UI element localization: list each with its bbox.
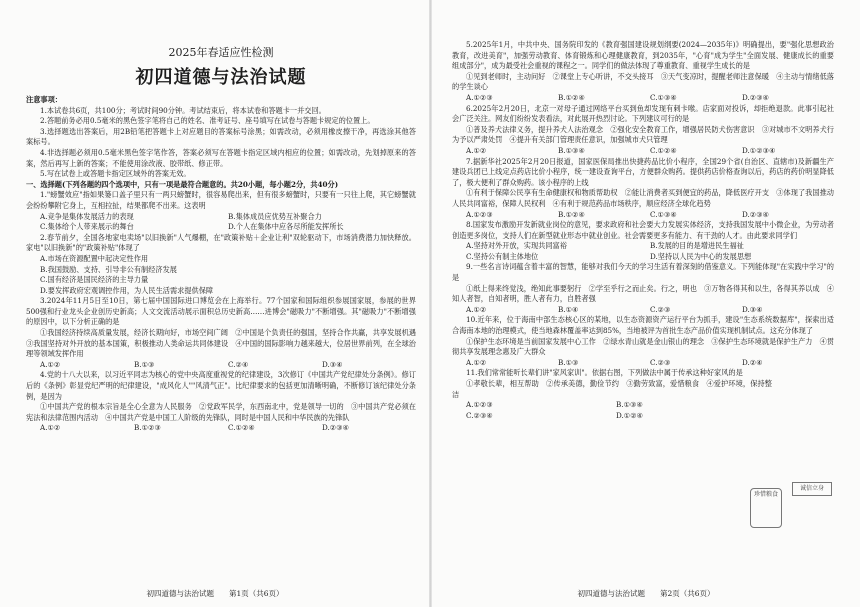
exam-name: 2025年春适应性检测: [168, 46, 274, 59]
note-item: 5.写在试卷上或答题卡指定区域外的答案无效。: [40, 169, 191, 179]
option-b: B.①③④: [558, 145, 585, 155]
question-stem: 1."螃蟹效应"指如果篓口盖子里只有一两只螃蟹时，很容易爬出来，但有很多螃蟹时，只要有一只往上爬，其它螃蟹就会纷纷攀附它身上，互相拉扯，结果都爬不出来。这表明: [26, 190, 416, 210]
question-options: [452, 93, 834, 104]
option-a: A.市场在资源配置中起决定性作用: [40, 253, 149, 263]
option-d: D.③④: [742, 304, 763, 314]
option-b: B.①②③: [134, 423, 161, 433]
option-d: D.②③④: [742, 209, 770, 219]
option-b: B.发展的目的是增进民生福祉: [650, 241, 744, 251]
question-stem: 4.党的十八大以来，以习近平同志为核心的党中央高度重视党的纪律建设，3次修订《中国共产党纪律处分条例》。修订后的《条例》彰显党纪严明的纪律建设，"成风化人""风清气正"。比纪律要求的包括更加清晰明确，不断修订该纪律处分条例，是因为: [26, 370, 416, 401]
question-stem: 2.春节前夕，全国各地家电卖场"以旧换新"人气爆棚，在"政策补贴＋企业让利"双轮驱动下，市场消费潜力加快释放。家电"以旧换新"的"政策补贴"体现了: [26, 232, 416, 253]
option-a: A.①②: [466, 357, 487, 367]
question-stem: 9.一些名言诗词蕴含着丰富的智慧，能够对我们今天的学习生活有着深刻的借鉴意义。下列能体现"在实践中学习"的是: [452, 262, 834, 283]
option-d: D.坚持以人民为中心的发展思想: [650, 251, 752, 261]
question-statements: ①纸上得来终觉浅，绝知此事要躬行 ②学至乎行之而止矣。行之，明也 ③万物各得其和以生，各得其养以成 ④知人者智，自知者明，胜人者有力，自胜者强: [452, 283, 834, 304]
option-a: A.①②: [40, 423, 61, 433]
question-options: [452, 305, 834, 316]
note-item: 1.本试卷共6页，共100分；考试时间90分钟。考试结束后，将本试卷和答题卡一并交回。: [40, 105, 326, 115]
question-options: [452, 146, 834, 157]
option-c: C.①②④: [228, 423, 255, 433]
option-a: A.①②③: [466, 209, 493, 219]
page-right: [432, 0, 860, 607]
question-stem: 5.2025年1月，中共中央、国务院印发的《教育强国建设规划纲要(2024—2035年)》明确提出，要"强化思想政治教育，改进美育"，加强劳动教育、体育锻炼和心理健康教育，到2035年，"心育"成为学生"全面发展、健康成长的重要组成部分"，成为最受社会重视的课程之一。同学们的做法体现了尊重教育、重视学生成长的是: [452, 40, 834, 71]
option-d: D.要发挥政府宏观调控作用，为人民生活需求提供保障: [40, 285, 214, 295]
question-options: [452, 400, 766, 411]
question-statements: ①见到老师时，主动问好 ②课堂上专心听讲，不交头接耳 ③天气变凉时，提醒老师注意保暖 ④主动与情绪低落的学生谈心: [452, 71, 834, 92]
question-options: [26, 423, 416, 434]
option-c: C.②③: [650, 357, 671, 367]
option-c: C.①③④: [650, 209, 677, 219]
option-d: D.③④: [322, 359, 343, 369]
question-options: [26, 212, 416, 223]
question-statements: ①中国共产党的根本宗旨是全心全意为人民服务 ②党政军民学，东西南北中，党是领导一切的 ③中国共产党必须在宪法和法律范围内活动 ④中国共产党是中国工人阶级的先锋队，同时是中国人民和中华民族的先锋队: [26, 402, 416, 422]
option-d: D.个人在集体中应各尽所能发挥所长: [228, 222, 344, 232]
question-stem: 8.国家发布激励开发新就业岗位的意见，要求政府和社会要大力发展实体经济，支持我国发展中小微企业，为劳动者创造更多岗位，支持人们在新型就业形态中就业创业。社会需要更多有能力、有干劲的人才。由此要求同学们: [452, 220, 834, 240]
grain-stamp: 珍惜粮食: [750, 488, 782, 528]
question-statements: ①有利于保障公民享有生命健康权和物质帮助权 ②能让消费者买到便宜的药品，降低医疗开支 ③体现了我国推动人民共同富裕，保障人民权利 ④有利于规范药品市场秩序，顺应经济全球化趋势: [452, 188, 834, 208]
question-statements: ①我国经济持续高质量发展，经济长期向好，市场空间广阔 ②中国是个负责任的强国，坚持合作共赢，共享发展机遇 ③我国坚持对外开放的基本国策，积极推动人类命运共同体建设 ④中国的国际影响力越来越大，位居世界前列，在全球治理等领域发挥作用: [26, 328, 424, 359]
option-c: C.②③④: [466, 410, 493, 420]
question-options: [452, 358, 834, 369]
question-options: [452, 411, 766, 422]
option-b: B.我国鼓励、支持、引导非公有制经济发展: [40, 264, 177, 274]
option-c: C.②③: [650, 304, 671, 314]
section-heading: 一、选择题(下列各题的四个选项中，只有一项是最符合题意的。共20小题，每小题2分，共40分): [26, 179, 339, 189]
option-c: C.②④: [228, 359, 249, 369]
option-a: A.坚持对外开放，实现共同富裕: [466, 241, 567, 251]
option-a: A.①②: [466, 145, 487, 155]
question-stem: 11.我们常常能听长辈们讲"家风家训"。依据右图，下列做法中属于传承这种好家风的是: [466, 368, 743, 378]
note-item: 4.非选择题必须用0.5毫米黑色签字笔作答，答案必须写在答题卡指定区域内相应的位置；如需改动，先划掉原来的答案，然后再写上新的答案；不能使用涂改液、胶带纸、修正带。: [26, 147, 416, 168]
option-b: B.集体成员应优势互补聚合力: [228, 211, 322, 221]
option-b: B.①②④: [558, 92, 585, 102]
option-a: A.①②③: [466, 92, 493, 102]
option-b: B.①③: [134, 359, 155, 369]
note-item: 2.答题前务必用0.5毫米的黑色签字笔将自己的姓名、准考证号、座号填写在试卷与答题卡规定的位置上。: [40, 116, 375, 126]
option-d: D.①②④: [616, 410, 644, 420]
option-d: D.②③④: [742, 92, 770, 102]
question-stem: 10.近年来，位于海南中部生态核心区的某地，以生态资源资产运行平台为抓手，建设"生态系统数据库"，探索出适合海南本地的治理模式，使当地森林覆盖率达到85%，当地被评为首批生态产品价值实现机制试点。这充分体现了: [452, 315, 834, 336]
question-statements: ①孝敬长辈，相互帮助 ②传承美德，勤俭节约 ③勤劳致富，爱惜粮食 ④爱护环境，保持整洁: [452, 379, 772, 399]
question-stem: 6.2025年2月20日，北京一对母子通过网络平台买到鱼却发现有刺卡喉。店家面对投诉，却拒绝退款。此事引起社会广泛关注。网友们纷纷发表看法，对此展开热烈讨论。下列建议可行的是: [452, 103, 834, 124]
question-statements: ①普及养犬法律义务，提升养犬人法治观念 ②强化安全教育工作，增强居民防犬伤害意识 ③对城市不文明养犬行为予以严肃处罚 ④提升有关部门管理责任意识，加强城市犬只管理: [452, 124, 834, 145]
option-b: B.①④: [558, 304, 579, 314]
exam-subject: 初四道德与法治试题: [135, 67, 307, 88]
question-options: [452, 252, 834, 263]
page-footer: 初四道德与法治试题 第2页（共6页）: [577, 589, 715, 598]
option-a: A.①②: [466, 304, 487, 314]
question-options: [26, 360, 416, 371]
option-d: D.①②③④: [742, 145, 776, 155]
option-b: B.①③④: [616, 400, 643, 410]
option-c: C.集体给个人带来展示的舞台: [40, 222, 134, 232]
option-c: C.①③④: [650, 92, 677, 102]
question-stem: 7.据新华社2025年2月20日报道，国家医保局推出快捷药品比价小程序，全国29个省(自治区、直辖市)及新疆生产建设兵团已上线定点药店比价小程序，统一建设查询平台，方便群众购药。提供药店价格查询以后，药店的药价明显降低了，极大便利了群众购药。该小程序的上线: [452, 156, 834, 187]
option-d: D.②④: [742, 357, 763, 367]
family-motto-stamp: 诚信立身: [792, 482, 832, 496]
question-options: [452, 210, 834, 221]
notes-title: 注意事项：: [26, 95, 62, 104]
question-options: [26, 222, 416, 233]
option-b: B.①③: [558, 357, 579, 367]
question-options: [452, 241, 834, 252]
option-b: B.①②④: [558, 209, 585, 219]
option-a: A.竞争是集体发展活力的表现: [40, 211, 134, 221]
page-footer: 初四道德与法治试题 第1页（共6页）: [146, 589, 284, 598]
question-statements: ①保护生态环境是当前国家发展中心工作 ②绿水青山就是金山银山的理念 ③保护生态环境就是保护生产力 ④贯彻共享发展理念惠及广大群众: [452, 336, 834, 357]
option-d: D.②③④: [322, 423, 350, 433]
option-a: A.①②: [40, 359, 61, 369]
option-c: C.坚持公有制主体地位: [466, 251, 539, 261]
note-item: 3.选择题选出答案后，用2B铅笔把答题卡上对应题目的答案标号涂黑；如需改动，必须用橡皮擦干净，再选涂其他答案标号。: [26, 126, 416, 147]
option-c: C.国有经济是国民经济的主导力量: [40, 275, 149, 285]
option-a: A.①②③: [466, 400, 493, 410]
option-c: C.①②④: [650, 145, 677, 155]
question-stem: 3.2024年11月5日至10日，第七届中国国际进口博览会在上海举行。77个国家和国际组织参展国家展，参展的世界500强和行业龙头企业创历史新高；人文交流活动展示面积总历史新高……进博会"磁吸力"不断增强。其"磁吸力"不断增强的原因中，以下分析正确的是: [26, 296, 416, 327]
